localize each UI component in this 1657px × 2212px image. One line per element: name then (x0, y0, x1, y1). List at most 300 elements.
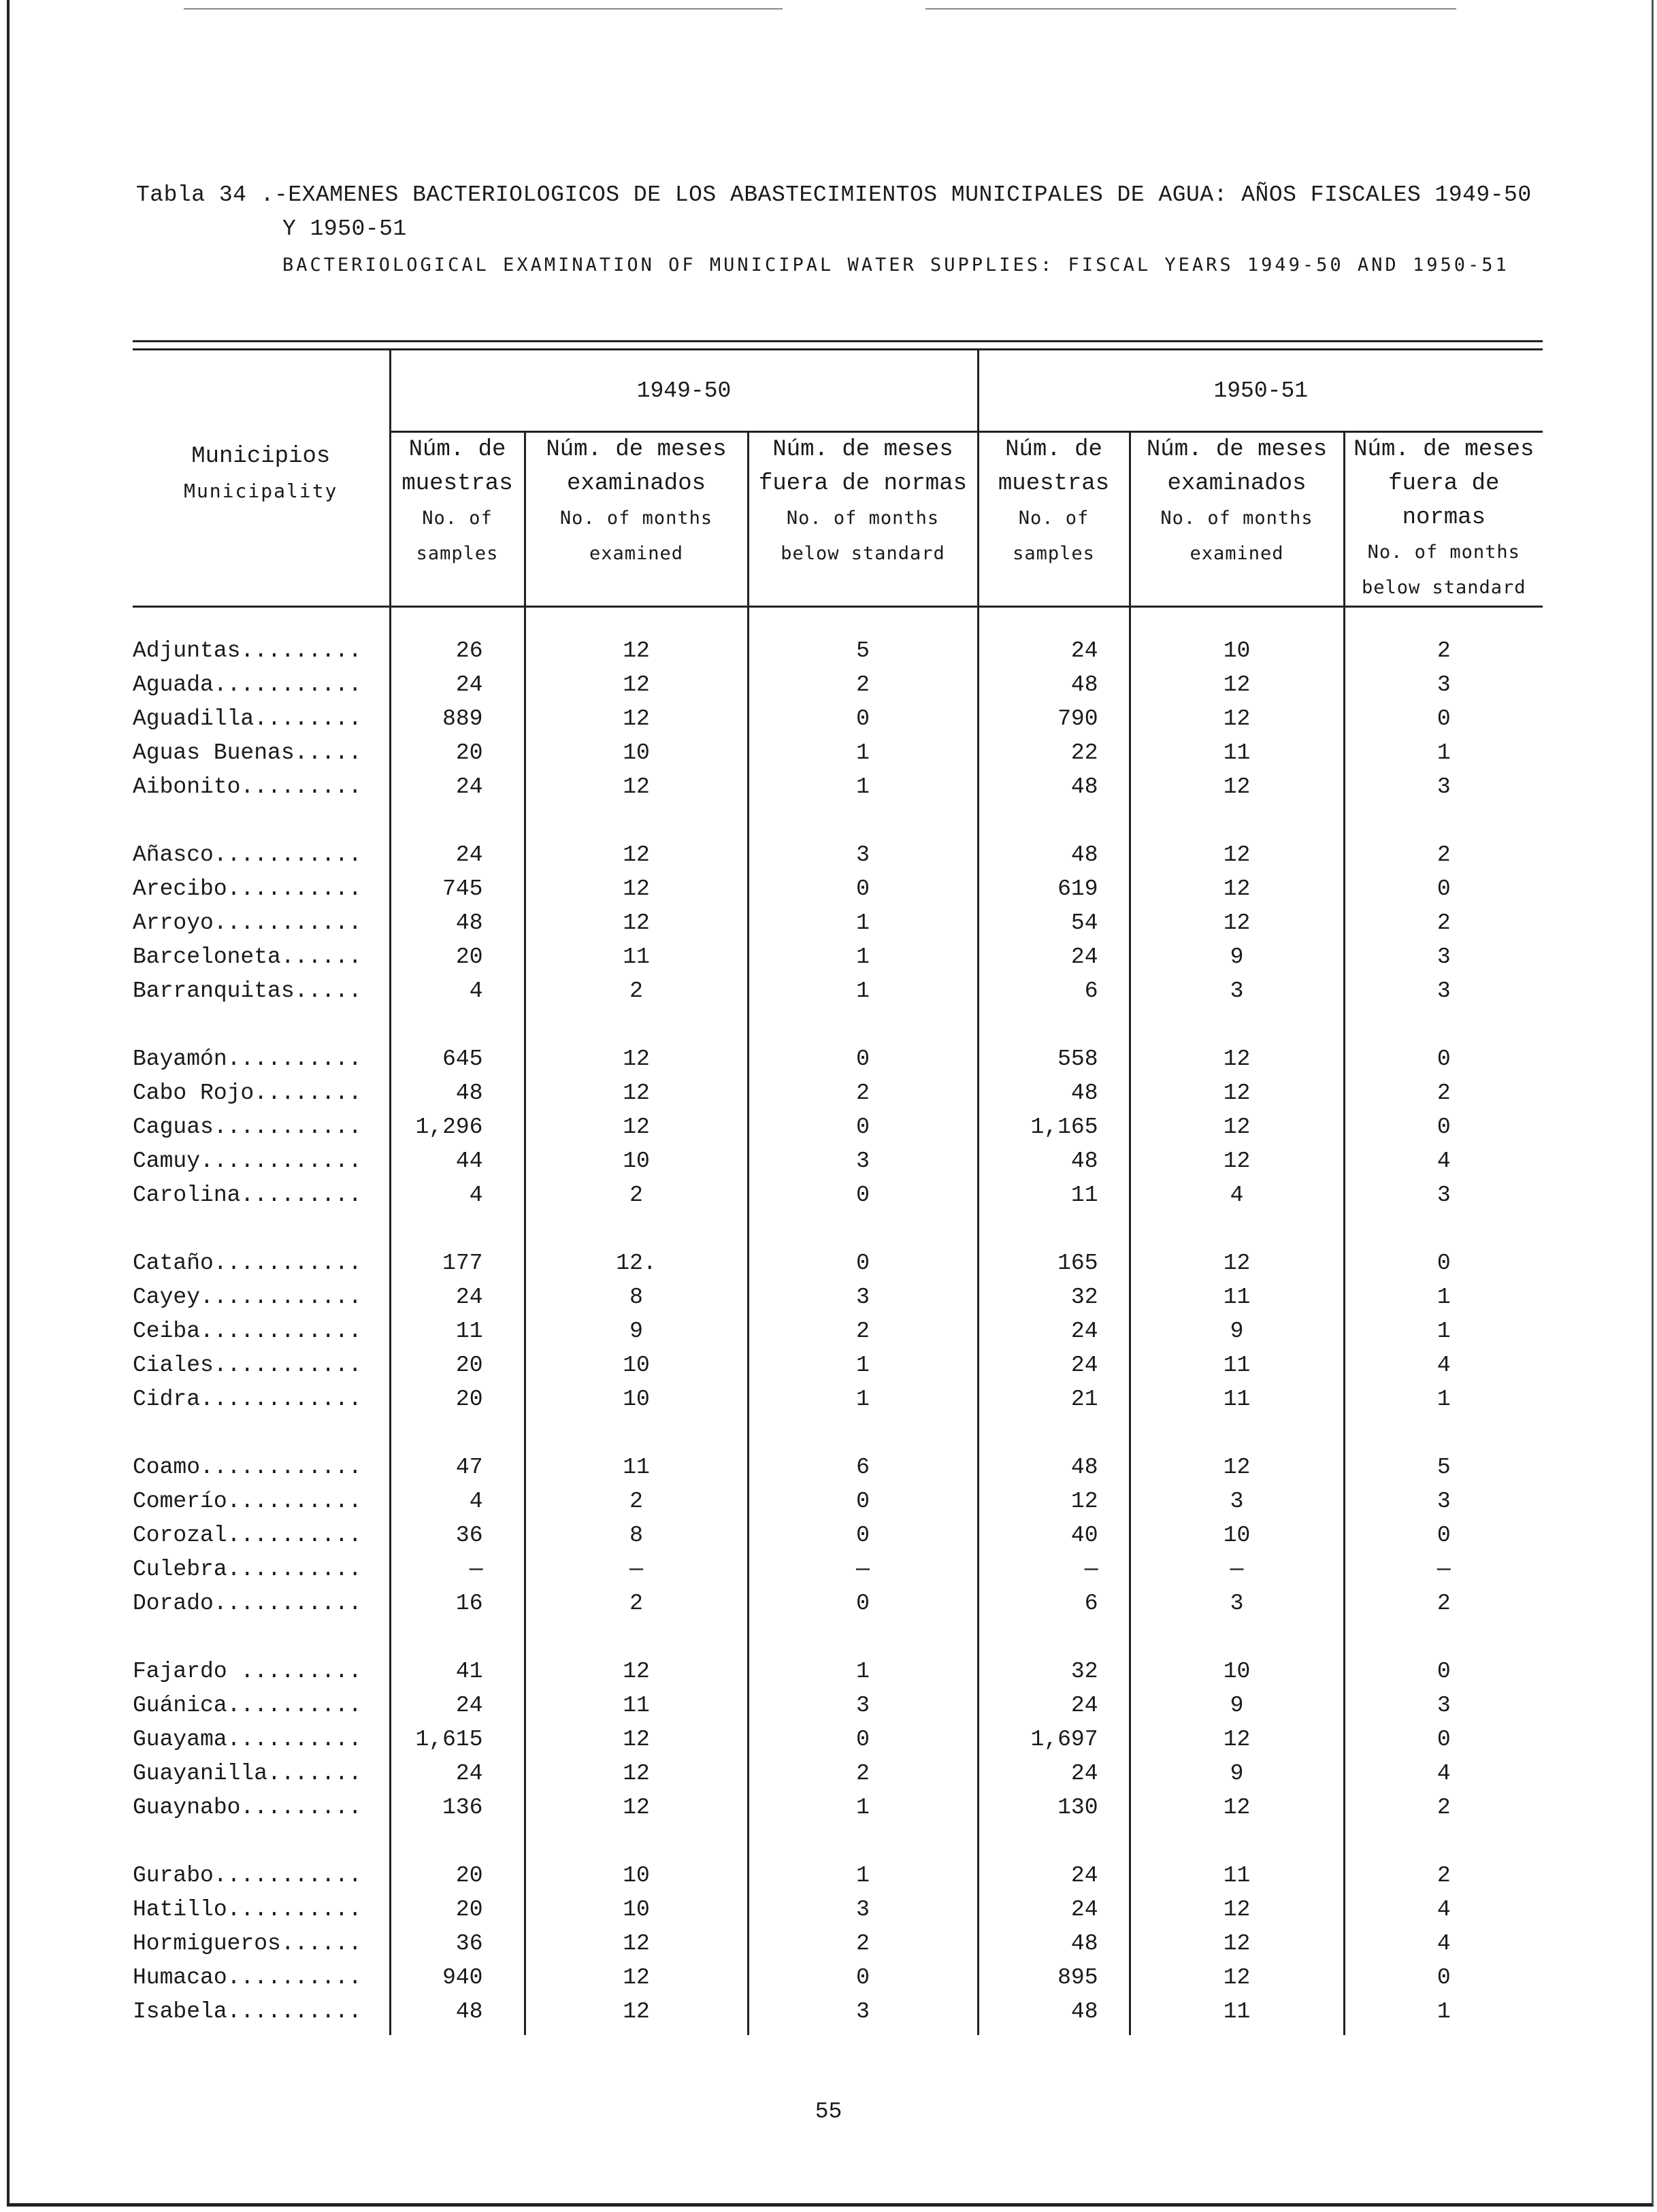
cell-samples-1950: 48 (978, 1076, 1130, 1110)
cell-months-below-1950: 3 (1344, 667, 1543, 701)
cell-months-examined-1949: 12 (525, 1722, 748, 1756)
cell-months-below-1950: 4 (1344, 1892, 1543, 1926)
cell-samples-1949: 16 (390, 1586, 525, 1620)
cell-samples-1950: 48 (978, 770, 1130, 804)
cell-months-examined-1949: 12 (525, 1042, 748, 1076)
cell-samples-1949: 745 (390, 872, 525, 906)
cell-months-below-1950: 5 (1344, 1450, 1543, 1484)
col-header-es: muestras (401, 471, 513, 497)
cell-months-below-1950: 0 (1344, 1246, 1543, 1280)
cell-samples-1950: 24 (978, 1348, 1130, 1382)
cell-samples-1950: 24 (978, 1314, 1130, 1348)
cell-months-below-1950: 3 (1344, 1484, 1543, 1518)
table-row (133, 1246, 1543, 1280)
cell-municipality: Guánica.......... (133, 1692, 362, 1718)
cell-samples-1950: 6 (978, 1586, 1130, 1620)
municipality-header (133, 350, 390, 607)
cell-months-below-1949: 0 (748, 1586, 978, 1620)
cell-months-below-1949: 1 (748, 1348, 978, 1382)
col-header-es: Núm. de (408, 437, 506, 463)
cell-municipality: Carolina......... (133, 1182, 362, 1208)
col-header-en: below standard (781, 543, 945, 564)
cell-months-examined-1950: 12 (1130, 1076, 1344, 1110)
table-row (133, 1960, 1543, 1994)
col-header-en: below standard (1361, 577, 1526, 598)
table-row (133, 1518, 1543, 1552)
cell-months-below-1949: 0 (748, 1246, 978, 1280)
col-samples-1950 (978, 432, 1130, 607)
cell-months-below-1950: 0 (1344, 701, 1543, 736)
table-row (133, 1382, 1543, 1416)
cell-months-below-1949: 1 (748, 906, 978, 940)
cell-months-examined-1950: 12 (1130, 1450, 1344, 1484)
cell-municipality: Cabo Rojo........ (133, 1080, 362, 1106)
cell-months-below-1950: 2 (1344, 1858, 1543, 1892)
cell-months-below-1949: 3 (748, 1688, 978, 1722)
cell-months-examined-1950: 3 (1130, 1586, 1344, 1620)
cell-months-below-1950: 2 (1344, 1790, 1543, 1824)
cell-months-below-1950: 0 (1344, 872, 1543, 906)
cell-months-below-1950: 4 (1344, 1756, 1543, 1790)
cell-municipality: Hormigueros...... (133, 1930, 362, 1956)
title-en: BACTERIOLOGICAL EXAMINATION OF MUNICIPAL WATER SUPPLIES: FISCAL YEARS 1949-50 AND 1950-51 (282, 254, 1509, 276)
cell-samples-1950: 619 (978, 872, 1130, 906)
cell-months-below-1950: 4 (1344, 1348, 1543, 1382)
cell-municipality: Dorado........... (133, 1590, 362, 1616)
cell-municipality: Aibonito......... (133, 774, 362, 799)
cell-months-examined-1949: 2 (525, 1484, 748, 1518)
table-row (133, 1790, 1543, 1824)
cell-months-below-1950: 0 (1344, 1110, 1543, 1144)
cell-samples-1950: 48 (978, 1450, 1130, 1484)
col-header-en: samples (416, 543, 499, 564)
cell-months-below-1950: 4 (1344, 1144, 1543, 1178)
col-header-en: No. of (1018, 508, 1089, 529)
cell-samples-1950: 24 (978, 1858, 1130, 1892)
cell-samples-1949: 645 (390, 1042, 525, 1076)
cell-months-below-1949: 0 (748, 701, 978, 736)
cell-samples-1950: 48 (978, 667, 1130, 701)
col-header-en: No. of months (1367, 542, 1520, 563)
cell-municipality: Isabela.......... (133, 1998, 362, 2024)
cell-months-below-1949: 0 (748, 1960, 978, 1994)
cell-samples-1949: 4 (390, 1484, 525, 1518)
cell-municipality: Ceiba............ (133, 1318, 362, 1344)
col-header-es: Núm. de meses (1146, 437, 1328, 463)
cell-samples-1950: 24 (978, 940, 1130, 974)
cell-samples-1950: 48 (978, 1926, 1130, 1960)
cell-samples-1950: 32 (978, 1280, 1130, 1314)
cell-months-below-1949: 3 (748, 1280, 978, 1314)
top-rule-left (184, 8, 783, 10)
cell-samples-1949: 36 (390, 1926, 525, 1960)
cell-samples-1950: 22 (978, 736, 1130, 770)
cell-months-below-1949: 2 (748, 1314, 978, 1348)
cell-months-examined-1949: 10 (525, 736, 748, 770)
table-row (133, 633, 1543, 667)
col-header-en: examined (1190, 543, 1284, 564)
cell-months-below-1949: 3 (748, 1144, 978, 1178)
table-row (133, 736, 1543, 770)
group-gap (133, 1416, 1543, 1450)
table-row (133, 1110, 1543, 1144)
cell-municipality: Cataño........... (133, 1250, 362, 1276)
cell-municipality: Aguada........... (133, 672, 362, 697)
cell-samples-1949: 20 (390, 1382, 525, 1416)
cell-months-examined-1949: 12 (525, 1926, 748, 1960)
cell-samples-1950: — (978, 1552, 1130, 1586)
cell-months-examined-1950: 12 (1130, 1246, 1344, 1280)
cell-months-examined-1950: 12 (1130, 1960, 1344, 1994)
table-row (133, 838, 1543, 872)
cell-municipality: Adjuntas......... (133, 638, 362, 663)
cell-months-examined-1950: 10 (1130, 1518, 1344, 1552)
cell-samples-1949: 36 (390, 1518, 525, 1552)
cell-months-below-1950: 3 (1344, 974, 1543, 1008)
cell-samples-1950: 11 (978, 1178, 1130, 1212)
cell-months-examined-1949: 12 (525, 1756, 748, 1790)
title-es-line2: Y 1950-51 (282, 216, 407, 242)
cell-months-below-1949: 1 (748, 1382, 978, 1416)
cell-months-examined-1949: 12 (525, 906, 748, 940)
cell-samples-1950: 40 (978, 1518, 1130, 1552)
cell-months-examined-1949: 12 (525, 667, 748, 701)
cell-months-examined-1950: 9 (1130, 1756, 1344, 1790)
cell-municipality: Aguas Buenas..... (133, 740, 362, 765)
cell-samples-1949: — (390, 1552, 525, 1586)
cell-samples-1950: 24 (978, 1756, 1130, 1790)
cell-samples-1949: 20 (390, 736, 525, 770)
cell-months-examined-1950: 12 (1130, 872, 1344, 906)
cell-samples-1949: 1,296 (390, 1110, 525, 1144)
cell-months-below-1950: 1 (1344, 1280, 1543, 1314)
cell-months-examined-1950: 11 (1130, 1382, 1344, 1416)
group-gap (133, 1824, 1543, 1858)
table-row (133, 1178, 1543, 1212)
cell-months-examined-1950: 12 (1130, 1144, 1344, 1178)
cell-months-examined-1950: 12 (1130, 667, 1344, 701)
cell-municipality: Arecibo.......... (133, 876, 362, 902)
cell-months-examined-1949: 10 (525, 1382, 748, 1416)
cell-municipality: Ciales........... (133, 1352, 362, 1378)
year-header-1949-50: 1949-50 (390, 350, 978, 432)
table-top-double-rule (133, 340, 1543, 350)
cell-months-below-1949: 1 (748, 736, 978, 770)
cell-months-below-1950: — (1344, 1552, 1543, 1586)
cell-samples-1949: 20 (390, 1348, 525, 1382)
table-row (133, 770, 1543, 804)
table-row (133, 1994, 1543, 2028)
cell-months-below-1950: 0 (1344, 1518, 1543, 1552)
cell-months-below-1949: 2 (748, 667, 978, 701)
table-row (133, 1654, 1543, 1688)
cell-months-examined-1950: 11 (1130, 1280, 1344, 1314)
cell-months-examined-1949: 12 (525, 1960, 748, 1994)
cell-months-examined-1949: 10 (525, 1892, 748, 1926)
cell-months-examined-1950: 9 (1130, 940, 1344, 974)
cell-municipality: Fajardo ......... (133, 1658, 362, 1684)
cell-municipality: Barranquitas..... (133, 978, 362, 1004)
table-row (133, 1314, 1543, 1348)
cell-months-examined-1949: 12. (525, 1246, 748, 1280)
page-number: 55 (815, 2099, 842, 2124)
cell-months-examined-1949: 12 (525, 1076, 748, 1110)
table-row (133, 1144, 1543, 1178)
cell-months-below-1950: 3 (1344, 940, 1543, 974)
cell-months-examined-1950: 12 (1130, 906, 1344, 940)
cell-samples-1950: 790 (978, 701, 1130, 736)
cell-samples-1950: 130 (978, 1790, 1130, 1824)
cell-samples-1949: 24 (390, 770, 525, 804)
cell-months-examined-1949: 12 (525, 770, 748, 804)
table-row (133, 1892, 1543, 1926)
group-gap (133, 1008, 1543, 1042)
cell-months-below-1950: 4 (1344, 1926, 1543, 1960)
table-row (133, 1348, 1543, 1382)
cell-samples-1950: 54 (978, 906, 1130, 940)
group-gap (133, 1620, 1543, 1654)
table-row (133, 872, 1543, 906)
cell-months-examined-1950: — (1130, 1552, 1344, 1586)
cell-samples-1949: 20 (390, 1892, 525, 1926)
cell-months-examined-1950: 12 (1130, 1722, 1344, 1756)
cell-samples-1950: 48 (978, 1994, 1130, 2028)
cell-months-below-1950: 2 (1344, 906, 1543, 940)
cell-months-examined-1949: 2 (525, 1586, 748, 1620)
cell-months-examined-1950: 12 (1130, 1926, 1344, 1960)
cell-months-examined-1949: 9 (525, 1314, 748, 1348)
cell-months-examined-1950: 11 (1130, 736, 1344, 770)
cell-samples-1949: 48 (390, 1994, 525, 2028)
cell-samples-1949: 24 (390, 667, 525, 701)
col-header-en: No. of months (786, 508, 940, 529)
cell-months-examined-1949: 12 (525, 1994, 748, 2028)
cell-months-examined-1949: — (525, 1552, 748, 1586)
cell-months-below-1949: 0 (748, 1178, 978, 1212)
cell-samples-1950: 558 (978, 1042, 1130, 1076)
cell-months-examined-1950: 11 (1130, 1994, 1344, 2028)
cell-months-below-1949: 5 (748, 633, 978, 667)
cell-months-below-1950: 2 (1344, 838, 1543, 872)
cell-samples-1950: 48 (978, 838, 1130, 872)
table-row (133, 1042, 1543, 1076)
cell-months-below-1950: 1 (1344, 1382, 1543, 1416)
cell-months-below-1949: — (748, 1552, 978, 1586)
cell-samples-1949: 20 (390, 1858, 525, 1892)
cell-months-examined-1949: 12 (525, 872, 748, 906)
cell-samples-1949: 20 (390, 940, 525, 974)
cell-municipality: Comerío.......... (133, 1488, 362, 1514)
cell-samples-1950: 165 (978, 1246, 1130, 1280)
cell-months-examined-1950: 3 (1130, 1484, 1344, 1518)
cell-months-examined-1950: 4 (1130, 1178, 1344, 1212)
cell-months-below-1950: 1 (1344, 736, 1543, 770)
table-bottom-spacer (133, 2028, 1543, 2035)
top-rule-right (925, 8, 1456, 10)
cell-municipality: Cidra............ (133, 1386, 362, 1412)
col-months-examined-1949 (525, 432, 748, 607)
cell-municipality: Guaynabo......... (133, 1794, 362, 1820)
table-row (133, 1858, 1543, 1892)
cell-months-below-1949: 3 (748, 1994, 978, 2028)
table-row (133, 940, 1543, 974)
cell-months-below-1949: 3 (748, 1892, 978, 1926)
cell-samples-1949: 24 (390, 1688, 525, 1722)
col-header-es: examinados (1167, 471, 1307, 497)
table-row (133, 906, 1543, 940)
col-months-below-1950 (1344, 432, 1543, 607)
col-header-en: No. of months (1160, 508, 1313, 529)
cell-months-examined-1949: 12 (525, 1790, 748, 1824)
cell-months-examined-1949: 8 (525, 1280, 748, 1314)
cell-samples-1950: 48 (978, 1144, 1130, 1178)
cell-samples-1949: 136 (390, 1790, 525, 1824)
cell-months-below-1949: 0 (748, 1110, 978, 1144)
cell-months-examined-1949: 11 (525, 1450, 748, 1484)
cell-months-examined-1949: 12 (525, 701, 748, 736)
cell-samples-1950: 1,165 (978, 1110, 1130, 1144)
cell-months-below-1949: 1 (748, 940, 978, 974)
cell-samples-1950: 21 (978, 1382, 1130, 1416)
cell-samples-1949: 4 (390, 974, 525, 1008)
cell-municipality: Guayama.......... (133, 1726, 362, 1752)
col-header-en: No. of months (559, 508, 713, 529)
col-header-en: examined (589, 543, 684, 564)
col-header-en: samples (1013, 543, 1095, 564)
cell-samples-1949: 44 (390, 1144, 525, 1178)
cell-samples-1949: 4 (390, 1178, 525, 1212)
cell-months-below-1949: 2 (748, 1076, 978, 1110)
table-body (133, 607, 1543, 2036)
col-months-below-1949 (748, 432, 978, 607)
municipality-header-en: Municipality (184, 480, 338, 502)
cell-months-examined-1950: 10 (1130, 633, 1344, 667)
cell-samples-1949: 48 (390, 1076, 525, 1110)
cell-months-examined-1949: 11 (525, 940, 748, 974)
cell-months-examined-1950: 12 (1130, 1110, 1344, 1144)
cell-months-below-1949: 0 (748, 1484, 978, 1518)
col-header-es: examinados (566, 471, 706, 497)
cell-samples-1949: 24 (390, 838, 525, 872)
cell-municipality: Caguas........... (133, 1114, 362, 1140)
cell-months-examined-1950: 12 (1130, 838, 1344, 872)
cell-months-examined-1949: 2 (525, 974, 748, 1008)
cell-municipality: Coamo............ (133, 1454, 362, 1480)
municipality-header-es: Municipios (191, 444, 331, 469)
col-header-es: fuera de normas (758, 471, 968, 497)
cell-samples-1949: 41 (390, 1654, 525, 1688)
cell-samples-1949: 24 (390, 1280, 525, 1314)
cell-months-below-1950: 1 (1344, 1994, 1543, 2028)
cell-months-examined-1949: 12 (525, 633, 748, 667)
cell-samples-1950: 6 (978, 974, 1130, 1008)
cell-months-below-1949: 0 (748, 1518, 978, 1552)
cell-municipality: Barceloneta...... (133, 944, 362, 970)
cell-municipality: Hatillo.......... (133, 1896, 362, 1922)
cell-months-below-1949: 6 (748, 1450, 978, 1484)
cell-months-below-1950: 0 (1344, 1722, 1543, 1756)
title-es-line2-wrap (136, 212, 1579, 246)
cell-months-examined-1949: 10 (525, 1858, 748, 1892)
table-row (133, 1688, 1543, 1722)
cell-months-examined-1950: 9 (1130, 1314, 1344, 1348)
cell-samples-1949: 11 (390, 1314, 525, 1348)
cell-months-below-1950: 2 (1344, 1076, 1543, 1110)
cell-months-examined-1950: 11 (1130, 1348, 1344, 1382)
cell-months-below-1949: 1 (748, 1654, 978, 1688)
cell-months-below-1950: 0 (1344, 1960, 1543, 1994)
cell-months-examined-1950: 3 (1130, 974, 1344, 1008)
group-gap (133, 804, 1543, 838)
cell-samples-1950: 12 (978, 1484, 1130, 1518)
cell-municipality: Corozal.......... (133, 1522, 362, 1548)
cell-months-examined-1949: 12 (525, 1110, 748, 1144)
table-row (133, 974, 1543, 1008)
table-row (133, 667, 1543, 701)
cell-municipality: Arroyo........... (133, 910, 362, 936)
cell-months-below-1949: 2 (748, 1926, 978, 1960)
table-top-spacer (133, 607, 1543, 634)
cell-samples-1950: 895 (978, 1960, 1130, 1994)
cell-samples-1950: 24 (978, 633, 1130, 667)
cell-months-below-1949: 0 (748, 1722, 978, 1756)
group-gap (133, 1212, 1543, 1246)
cell-months-examined-1949: 12 (525, 838, 748, 872)
cell-municipality: Camuy............ (133, 1148, 362, 1174)
table-row (133, 1280, 1543, 1314)
cell-samples-1949: 48 (390, 906, 525, 940)
cell-samples-1950: 24 (978, 1892, 1130, 1926)
cell-months-below-1949: 2 (748, 1756, 978, 1790)
col-header-en: No. of (422, 508, 493, 529)
cell-samples-1949: 940 (390, 1960, 525, 1994)
col-header-es: fuera de normas (1388, 471, 1500, 531)
col-header-es: Núm. de meses (1354, 437, 1535, 463)
table-row (133, 1926, 1543, 1960)
cell-months-examined-1949: 2 (525, 1178, 748, 1212)
title-es-line1: Tabla 34 .-EXAMENES BACTERIOLOGICOS DE LOS ABASTECIMIENTOS MUNICIPALES DE AGUA: AÑOS FISCALES 1949-50 (136, 182, 1532, 208)
cell-municipality: Humacao.......... (133, 1964, 362, 1990)
cell-months-below-1949: 0 (748, 1042, 978, 1076)
cell-months-below-1950: 3 (1344, 1178, 1543, 1212)
cell-months-below-1949: 1 (748, 1858, 978, 1892)
cell-months-examined-1950: 12 (1130, 701, 1344, 736)
cell-months-below-1950: 3 (1344, 1688, 1543, 1722)
cell-samples-1949: 1,615 (390, 1722, 525, 1756)
cell-months-below-1950: 0 (1344, 1654, 1543, 1688)
cell-months-examined-1950: 12 (1130, 1042, 1344, 1076)
cell-months-below-1949: 3 (748, 838, 978, 872)
table-title (136, 178, 1579, 276)
cell-months-examined-1950: 12 (1130, 1892, 1344, 1926)
cell-months-below-1949: 1 (748, 1790, 978, 1824)
table-row (133, 701, 1543, 736)
cell-months-below-1949: 1 (748, 770, 978, 804)
cell-months-examined-1950: 12 (1130, 770, 1344, 804)
cell-months-examined-1950: 11 (1130, 1858, 1344, 1892)
table-row (133, 1552, 1543, 1586)
table-row (133, 1756, 1543, 1790)
cell-samples-1949: 889 (390, 701, 525, 736)
cell-months-below-1949: 0 (748, 872, 978, 906)
col-header-es: Núm. de (1005, 437, 1102, 463)
cell-samples-1950: 32 (978, 1654, 1130, 1688)
cell-samples-1950: 1,697 (978, 1722, 1130, 1756)
col-samples-1949 (390, 432, 525, 607)
cell-samples-1949: 177 (390, 1246, 525, 1280)
cell-months-below-1950: 2 (1344, 633, 1543, 667)
cell-samples-1949: 24 (390, 1756, 525, 1790)
